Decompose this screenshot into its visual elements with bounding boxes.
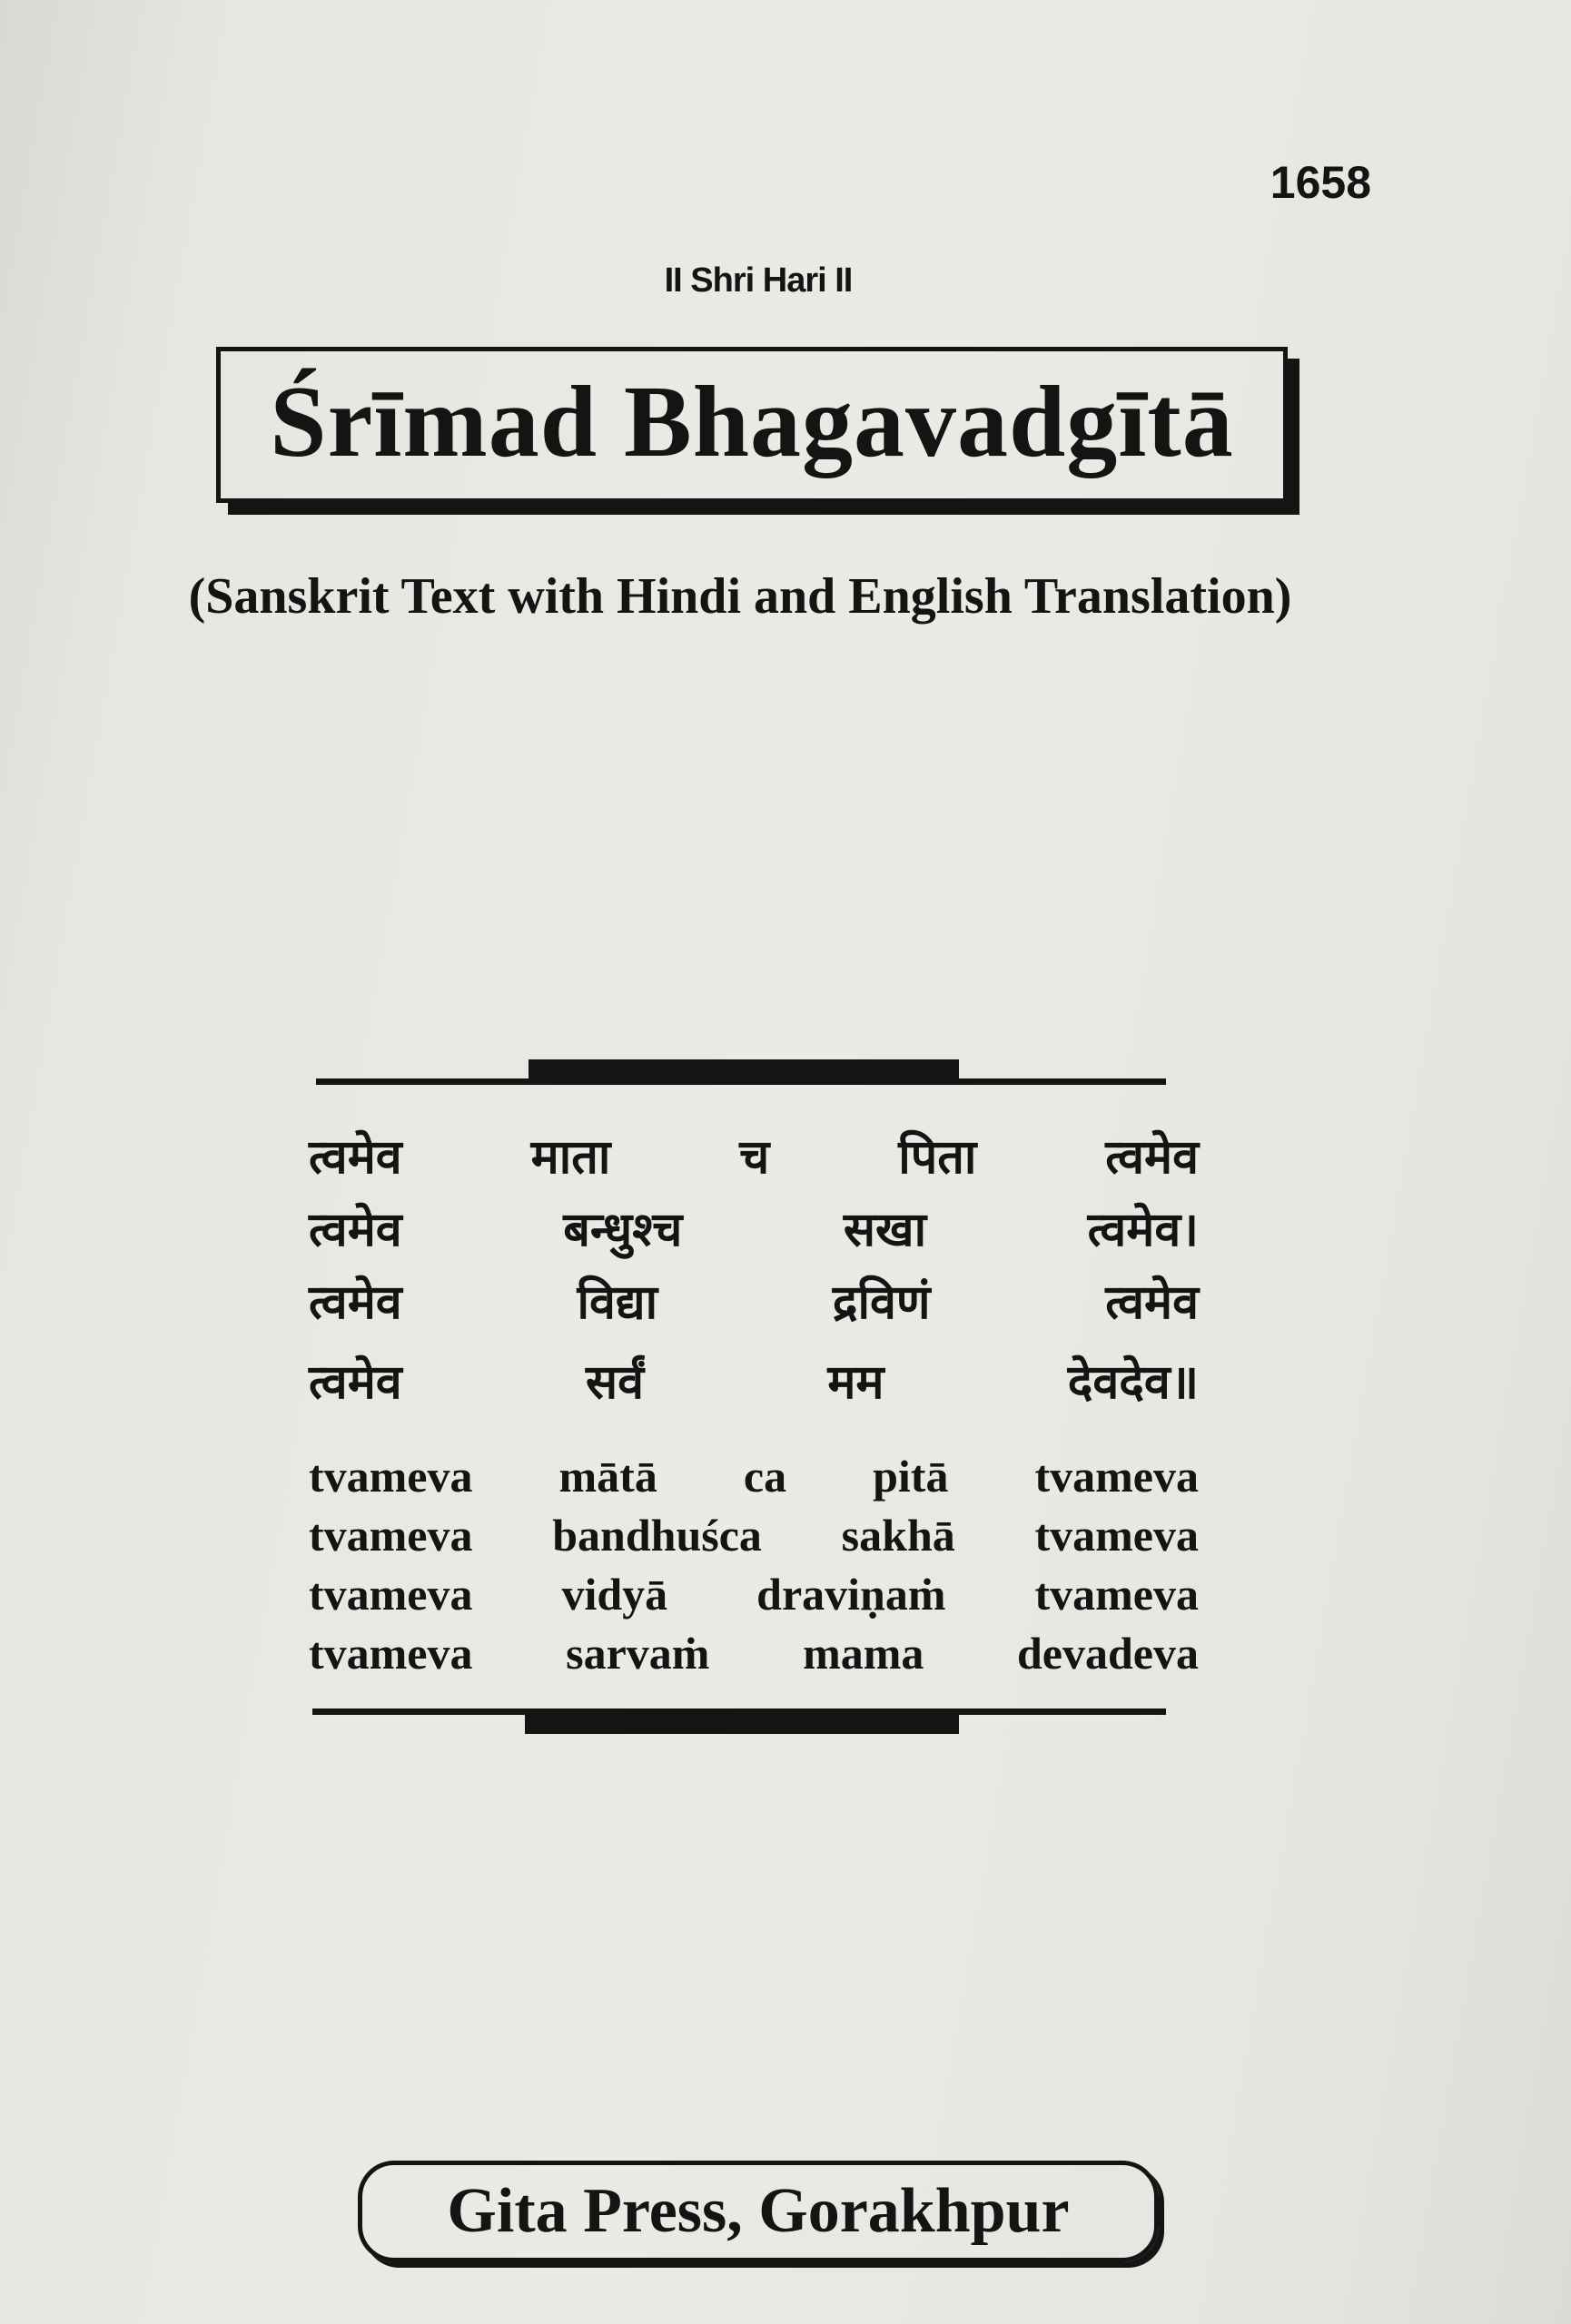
verse-word: devadeva: [1017, 1628, 1199, 1679]
verse-word: त्वमेव: [309, 1355, 402, 1410]
verse-word: sarvaṁ: [566, 1628, 710, 1679]
verse-devanagari: [309, 1121, 1199, 1419]
verse-word: mama: [803, 1628, 924, 1679]
invocation: II Shri Hari II: [664, 261, 853, 300]
verse-word: सर्वं: [585, 1355, 645, 1410]
verse-line: [309, 1447, 1199, 1506]
verse-word: vidyā: [561, 1569, 668, 1620]
verse-word: सखा: [843, 1203, 927, 1257]
verse-word: त्वमेव।: [1087, 1203, 1199, 1257]
top-rule-bar: [529, 1059, 959, 1085]
book-subtitle: (Sanskrit Text with Hindi and English Translation): [188, 568, 1292, 625]
verse-word: माता: [530, 1130, 611, 1185]
verse-word: draviṇaṁ: [756, 1569, 946, 1620]
verse-word: ca: [743, 1451, 787, 1502]
verse-word: tvameva: [309, 1628, 473, 1679]
book-title: Śrīmad Bhagavadgītā: [270, 366, 1234, 478]
bottom-rule-bar: [525, 1709, 959, 1734]
verse-word: tvameva: [309, 1569, 473, 1620]
verse-word: बन्धुश्च: [563, 1203, 683, 1257]
verse-line: [309, 1121, 1199, 1194]
verse-word: bandhuśca: [552, 1510, 762, 1561]
verse-word: tvameva: [1034, 1510, 1199, 1561]
verse-transliteration: [309, 1447, 1199, 1683]
verse-word: च: [739, 1130, 770, 1185]
verse-word: विद्या: [577, 1275, 658, 1330]
verse-line: [309, 1565, 1199, 1624]
verse-word: त्वमेव: [309, 1203, 402, 1257]
verse-line: [309, 1266, 1199, 1339]
verse-word: tvameva: [1034, 1569, 1199, 1620]
verse-word: tvameva: [309, 1510, 473, 1561]
verse-word: tvameva: [1034, 1451, 1199, 1502]
verse-word: sakhā: [841, 1510, 955, 1561]
verse-line: [309, 1346, 1199, 1419]
verse-word: द्रविणं: [832, 1275, 931, 1330]
verse-word: त्वमेव: [1105, 1275, 1199, 1330]
verse-word: tvameva: [309, 1451, 473, 1502]
verse-line: [309, 1624, 1199, 1683]
verse-word: त्वमेव: [309, 1275, 402, 1330]
verse-word: देवदेव॥: [1067, 1355, 1199, 1410]
verse-word: त्वमेव: [309, 1130, 402, 1185]
publisher-name: Gita Press, Gorakhpur: [447, 2176, 1070, 2246]
verse-line: [309, 1506, 1199, 1565]
verse-word: त्वमेव: [1105, 1130, 1199, 1185]
verse-word: मम: [827, 1355, 884, 1410]
page-number: 1658: [1270, 157, 1371, 208]
verse-word: pitā: [873, 1451, 949, 1502]
verse-word: mātā: [558, 1451, 657, 1502]
verse-line: [309, 1194, 1199, 1266]
verse-word: पिता: [898, 1130, 977, 1185]
